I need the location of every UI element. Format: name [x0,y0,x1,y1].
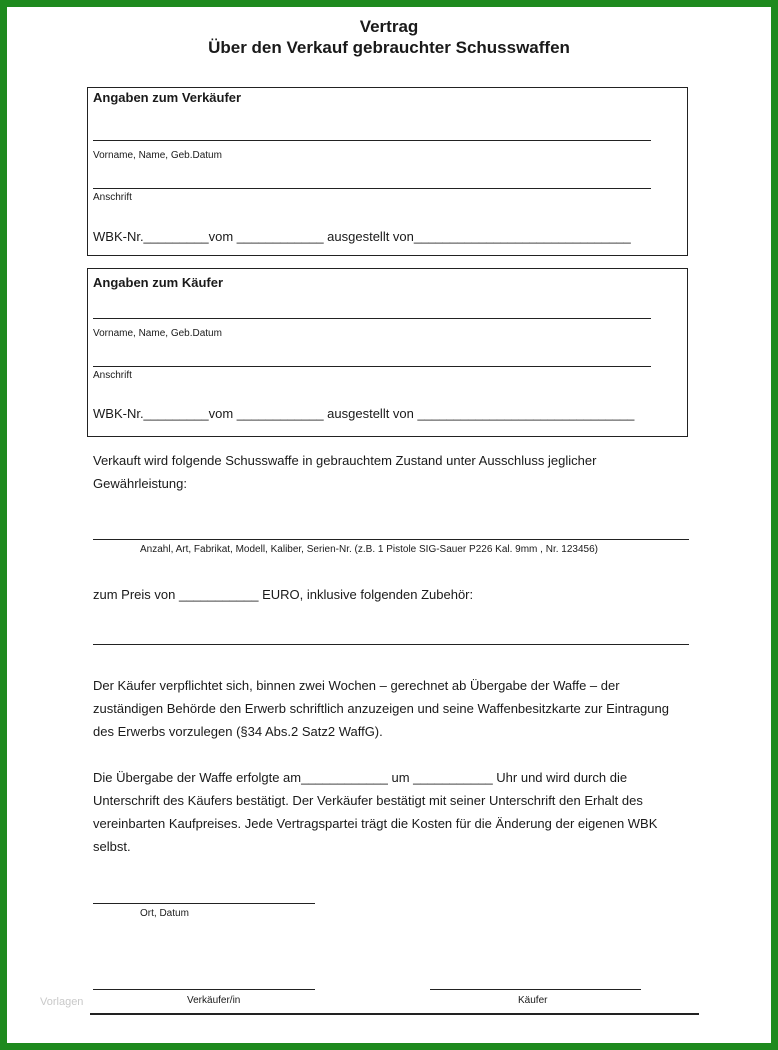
accessories-line [93,644,689,645]
document-subtitle: Über den Verkauf gebrauchter Schusswaffen [208,38,570,57]
seller-address-line [93,188,651,189]
watermark: Vorlagen [40,996,84,1008]
handover-line3: vereinbarten Kaufpreises. Jede Vertragspartei trägt die Kosten für die Änderung der eigenen WBK [93,816,658,831]
buyer-wbk-row: WBK-Nr._________vom ____________ ausgestellt von ______________________________ [93,406,635,421]
buyer-name-line [93,318,651,319]
weapon-intro-line2: Gewährleistung: [93,476,187,491]
obligation-line3: des Erwerbs vorzulegen (§34 Abs.2 Satz2 WaffG). [93,724,383,739]
weapon-description-line [93,539,689,540]
buyer-signature-caption: Käufer [518,995,548,1006]
seller-address-caption: Anschrift [93,192,132,203]
seller-heading: Angaben zum Verkäufer [93,90,242,105]
handover-line2: Unterschrift des Käufers bestätigt. Der Verkäufer bestätigt mit seiner Unterschrift den Erhalt des [93,793,643,808]
footer-rule [90,1013,699,1015]
handover-line4: selbst. [93,839,131,854]
handover-line1: Die Übergabe der Waffe erfolgte am____________ um ___________ Uhr und wird durch die [93,770,628,785]
seller-name-line [93,140,651,141]
buyer-signature-line [430,989,641,990]
obligation-line1: Der Käufer verpflichtet sich, binnen zwei Wochen – gerechnet ab Übergabe der Waffe – der [93,678,620,693]
price-line: zum Preis von ___________ EURO, inklusive folgenden Zubehör: [93,587,474,602]
buyer-address-caption: Anschrift [93,370,132,381]
seller-wbk-row: WBK-Nr._________vom ____________ ausgestellt von______________________________ [93,229,631,244]
seller-signature-caption: Verkäufer/in [187,995,241,1006]
weapon-caption: Anzahl, Art, Fabrikat, Modell, Kaliber, Serien-Nr. (z.B. 1 Pistole SIG-Sauer P226 Kal. 9mm , Nr. 123456) [140,544,598,555]
obligation-line2: zuständigen Behörde den Erwerb schriftlich anzuzeigen und seine Waffenbesitzkarte zur Eintragung [93,701,669,716]
document-title: Vertrag [359,17,419,36]
place-date-caption: Ort, Datum [140,908,189,919]
seller-name-caption: Vorname, Name, Geb.Datum [93,150,222,161]
weapon-intro-line1: Verkauft wird folgende Schusswaffe in gebrauchtem Zustand unter Ausschluss jeglicher [93,453,597,468]
buyer-heading: Angaben zum Käufer [93,275,224,290]
seller-signature-line [93,989,315,990]
buyer-name-caption: Vorname, Name, Geb.Datum [93,328,222,339]
buyer-address-line [93,366,651,367]
place-date-line [93,903,315,904]
